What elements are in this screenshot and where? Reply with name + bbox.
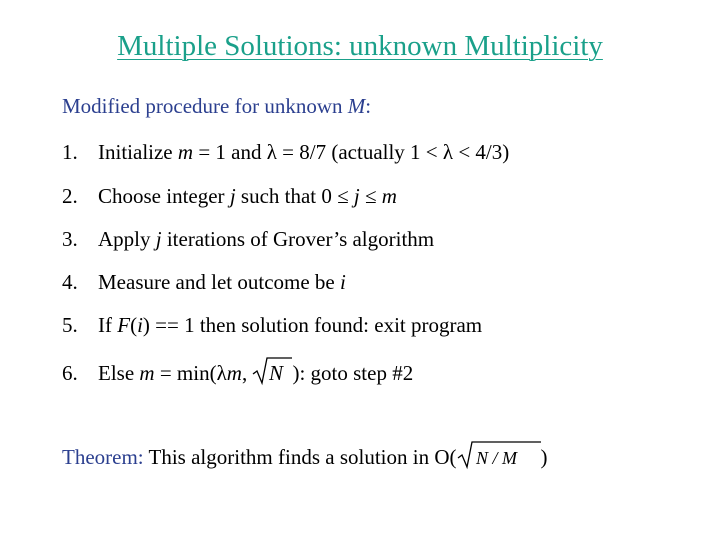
step-number: 6. <box>62 361 78 385</box>
var-m: m <box>226 361 242 385</box>
step-text: ): goto step #2 <box>292 361 414 385</box>
step-text: = 1 and <box>193 140 267 164</box>
step-number: 4. <box>62 270 78 294</box>
leq-symbol: ≤ <box>365 184 377 208</box>
var-i: i <box>137 313 143 337</box>
step-number: 1. <box>62 140 78 164</box>
step-text: If <box>98 313 118 337</box>
step-text: = 8/7 (actually 1 < <box>276 140 443 164</box>
intro-colon: : <box>365 94 372 118</box>
lambda-symbol: λ <box>216 361 227 385</box>
step-5 <box>62 313 482 338</box>
radicand-N-over-M: N / M <box>475 448 517 468</box>
sqrt-N <box>252 356 292 386</box>
lambda-symbol: λ <box>442 140 454 164</box>
step-number: 2. <box>62 184 78 208</box>
step-number: 3. <box>62 227 78 251</box>
step-text: Measure and let outcome be <box>98 270 340 294</box>
intro-text: Modified procedure for unknown <box>62 94 348 118</box>
intro-line <box>62 94 371 119</box>
radicand-N: N <box>269 361 284 385</box>
step-text: ) == 1 then solution found: exit program <box>142 313 483 337</box>
step-text: Initialize <box>98 140 178 164</box>
theorem-label: Theorem: <box>62 445 144 469</box>
step-text: Apply <box>98 227 156 251</box>
step-text: Else <box>98 361 140 385</box>
sqrt-N-over-M <box>457 440 541 470</box>
leq-symbol: ≤ <box>337 184 349 208</box>
step-number: 5. <box>62 313 78 337</box>
radical-sign-icon <box>252 356 292 386</box>
step-text: < 4/3) <box>453 140 510 164</box>
var-j: j <box>155 227 162 251</box>
step-4 <box>62 270 346 295</box>
var-F: F <box>117 313 131 337</box>
step-1 <box>62 140 509 165</box>
var-m: m <box>381 184 397 208</box>
step-6 <box>62 356 413 386</box>
step-text: = min( <box>154 361 217 385</box>
var-j: j <box>229 184 236 208</box>
step-2 <box>62 184 397 209</box>
step-text: Choose integer <box>98 184 230 208</box>
var-j: j <box>353 184 360 208</box>
step-text: , <box>241 361 253 385</box>
var-m: m <box>139 361 155 385</box>
theorem-text: This algorithm finds a solution in O( <box>143 445 457 469</box>
var-i: i <box>340 270 346 294</box>
lambda-symbol: λ <box>266 140 277 164</box>
step-text: such that 0 <box>235 184 338 208</box>
radical-sign-icon <box>457 440 541 470</box>
intro-var: M <box>347 94 366 118</box>
var-m: m <box>177 140 194 164</box>
theorem-line <box>62 440 548 470</box>
step-text: iterations of Grover’s algorithm <box>161 227 435 251</box>
step-text: ( <box>130 313 138 337</box>
step-3 <box>62 227 434 252</box>
theorem-close: ) <box>540 445 548 469</box>
slide-title: Multiple Solutions: unknown Multiplicity <box>117 30 603 62</box>
